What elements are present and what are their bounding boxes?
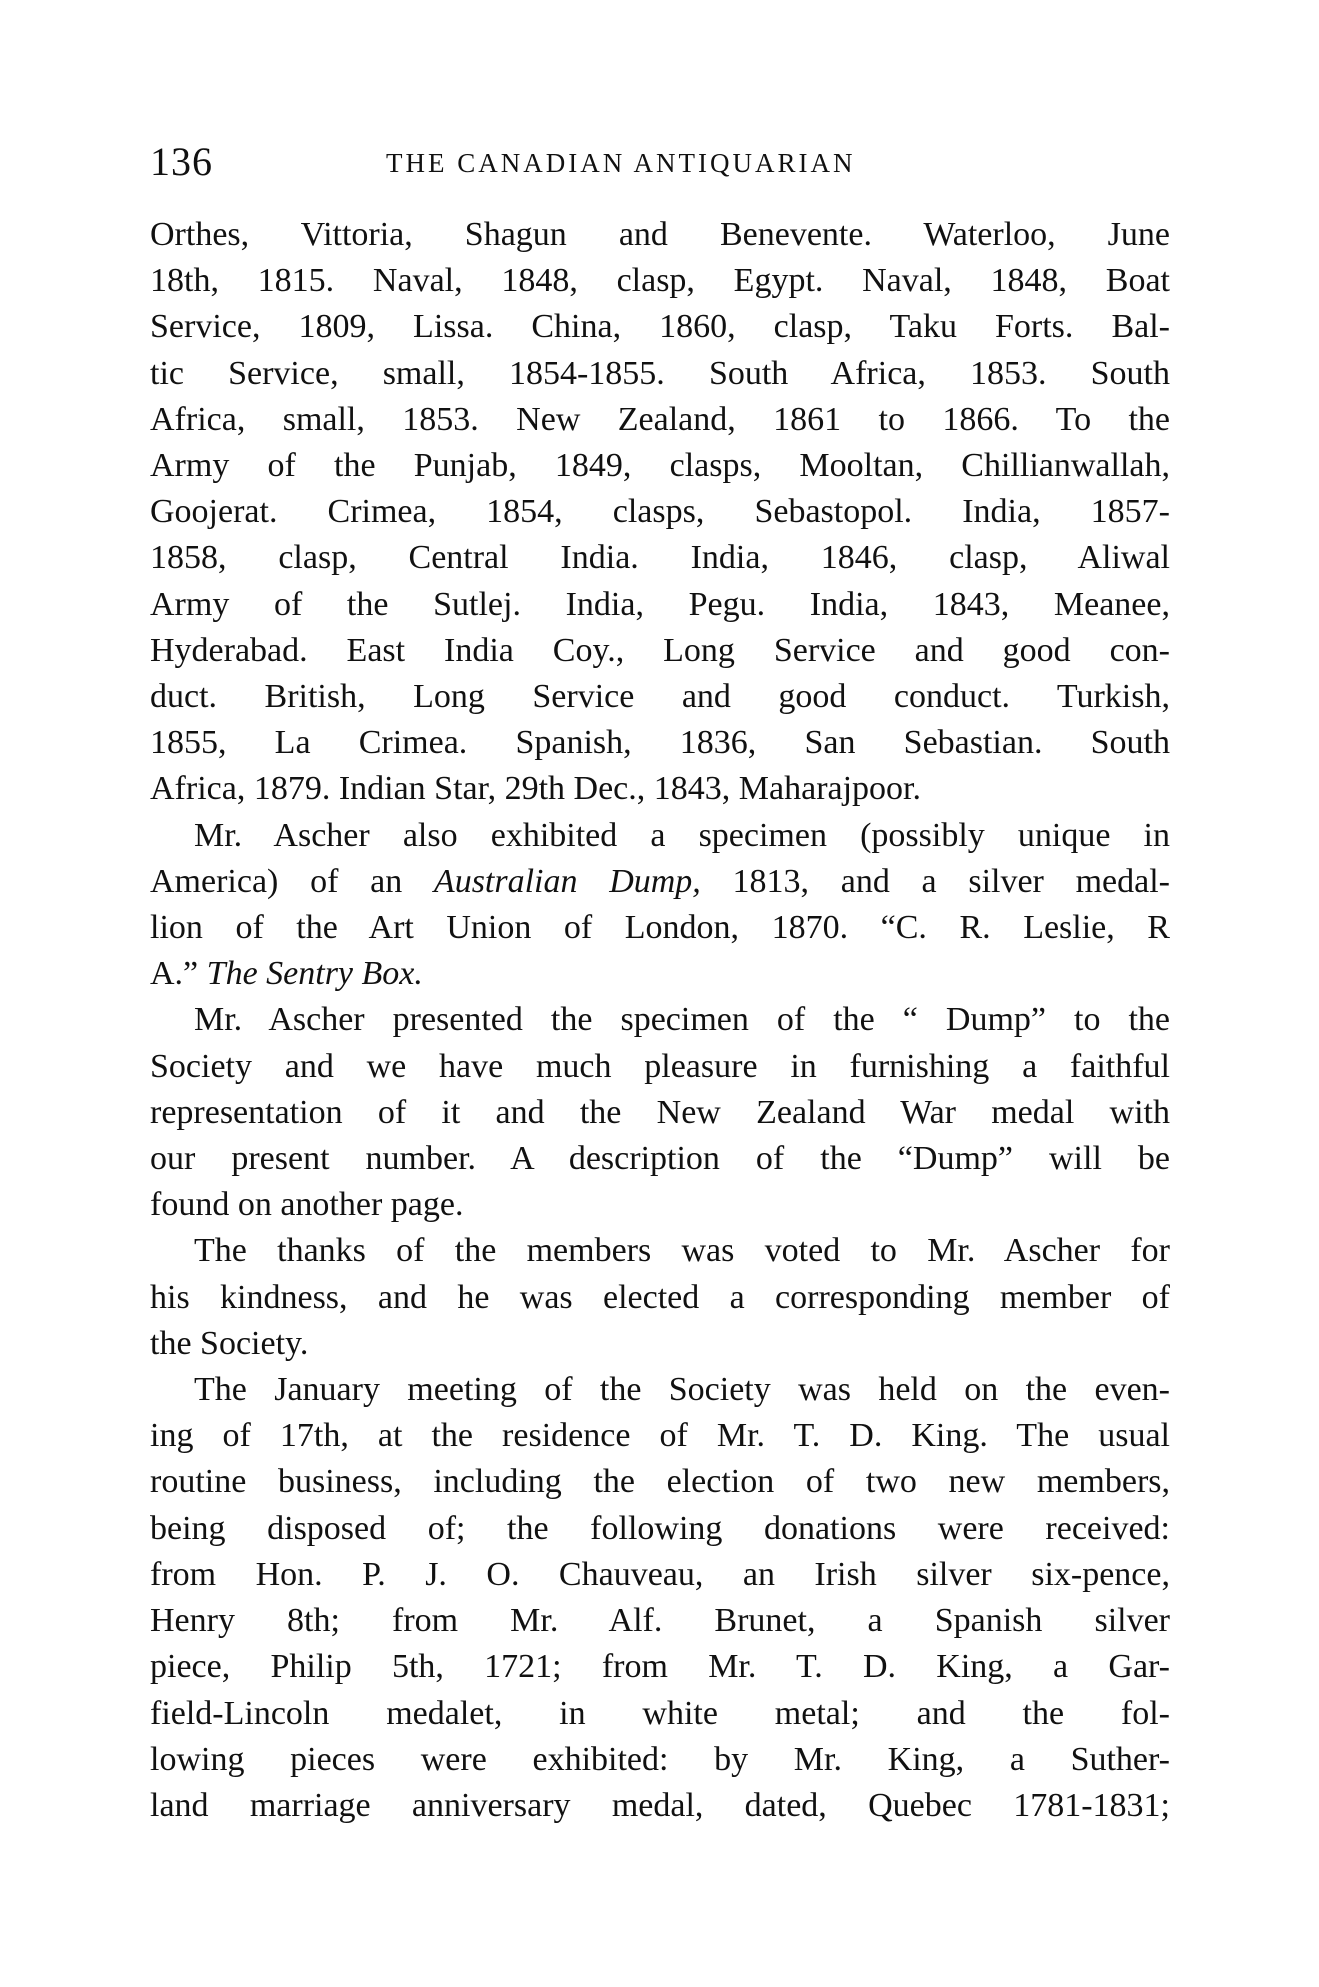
text-line: The thanks of the members was voted to Mr. Ascher for xyxy=(194,1232,1170,1270)
text-line: routine business, including the election of two new members, xyxy=(150,1463,1170,1501)
page-header xyxy=(150,138,1170,198)
text-line: Mr. Ascher presented the specimen of the “ Dump” to the xyxy=(194,1001,1170,1039)
text-line: Goojerat. Crimea, 1854, clasps, Sebastopol. India, 1857- xyxy=(150,493,1170,531)
text-line: field-Lincoln medalet, in white metal; and the fol- xyxy=(150,1694,1170,1732)
text-line: The January meeting of the Society was held on the even- xyxy=(194,1371,1170,1409)
text-line: representation of it and the New Zealand War medal with xyxy=(150,1093,1170,1131)
text-line: Henry 8th; from Mr. Alf. Brunet, a Spanish silver xyxy=(150,1602,1170,1640)
text-line: found on another page. xyxy=(150,1186,464,1224)
italic-title: The Sentry Box. xyxy=(206,955,423,993)
text-line: Mr. Ascher also exhibited a specimen (possibly unique in xyxy=(194,816,1170,854)
paragraph-ascher-exhibit xyxy=(150,813,1170,998)
text-line xyxy=(150,951,1170,997)
text-line: being disposed of; the following donations were received: xyxy=(150,1509,1170,1547)
text-line: from Hon. P. J. O. Chauveau, an Irish silver six-pence, xyxy=(150,1555,1170,1593)
text-line: Society and we have much pleasure in furnishing a faithful xyxy=(150,1047,1170,1085)
text-line: Army of the Punjab, 1849, clasps, Mooltan, Chillianwallah, xyxy=(150,447,1170,485)
text-line: our present number. A description of the “Dump” will be xyxy=(150,1140,1170,1178)
text-line: Service, 1809, Lissa. China, 1860, clasp, Taku Forts. Bal- xyxy=(150,308,1170,346)
text-line xyxy=(150,859,1170,905)
text-line: land marriage anniversary medal, dated, Quebec 1781-1831; xyxy=(150,1786,1170,1824)
text-line: ing of 17th, at the residence of Mr. T. D. King. The usual xyxy=(150,1417,1170,1455)
text-line: piece, Philip 5th, 1721; from Mr. T. D. King, a Gar- xyxy=(150,1648,1170,1686)
text-line: 18th, 1815. Naval, 1848, clasp, Egypt. Naval, 1848, Boat xyxy=(150,262,1170,300)
text-line: Orthes, Vittoria, Shagun and Benevente. Waterloo, June xyxy=(150,216,1170,253)
text-line: Army of the Sutlej. India, Pegu. India, 1843, Meanee, xyxy=(150,585,1170,623)
running-head: THE CANADIAN ANTIQUARIAN xyxy=(386,148,856,178)
text-line: his kindness, and he was elected a corresponding member of xyxy=(150,1278,1170,1316)
page-number: 136 xyxy=(150,139,213,184)
paragraph-medal-list xyxy=(150,212,1170,813)
text-line: duct. British, Long Service and good conduct. Turkish, xyxy=(150,678,1170,716)
text-line: tic Service, small, 1854-1855. South Africa, 1853. South xyxy=(150,354,1170,392)
text-segment: America) of an xyxy=(150,862,434,900)
text-line: Africa, 1879. Indian Star, 29th Dec., 1843, Maharajpoor. xyxy=(150,770,921,808)
italic-title: Australian Dump, xyxy=(433,862,701,900)
text-segment: 1813, and a silver medal- xyxy=(700,862,1170,900)
text-line: 1858, clasp, Central India. India, 1846, clasp, Aliwal xyxy=(150,539,1170,577)
paragraph-dump-presented xyxy=(150,997,1170,1228)
paragraph-january-meeting xyxy=(150,1367,1170,1829)
paragraph-thanks xyxy=(150,1228,1170,1367)
text-line: Africa, small, 1853. New Zealand, 1861 to 1866. To the xyxy=(150,400,1170,438)
text-line: 1855, La Crimea. Spanish, 1836, San Sebastian. South xyxy=(150,724,1170,762)
text-line: the Society. xyxy=(150,1324,309,1362)
text-line: lowing pieces were exhibited: by Mr. King, a Suther- xyxy=(150,1740,1170,1778)
text-line: lion of the Art Union of London, 1870. “C. R. Leslie, R xyxy=(150,909,1170,947)
text-segment: A.” xyxy=(150,955,207,993)
text-line: Hyderabad. East India Coy., Long Service and good con- xyxy=(150,631,1170,669)
page-body xyxy=(150,212,1170,1829)
